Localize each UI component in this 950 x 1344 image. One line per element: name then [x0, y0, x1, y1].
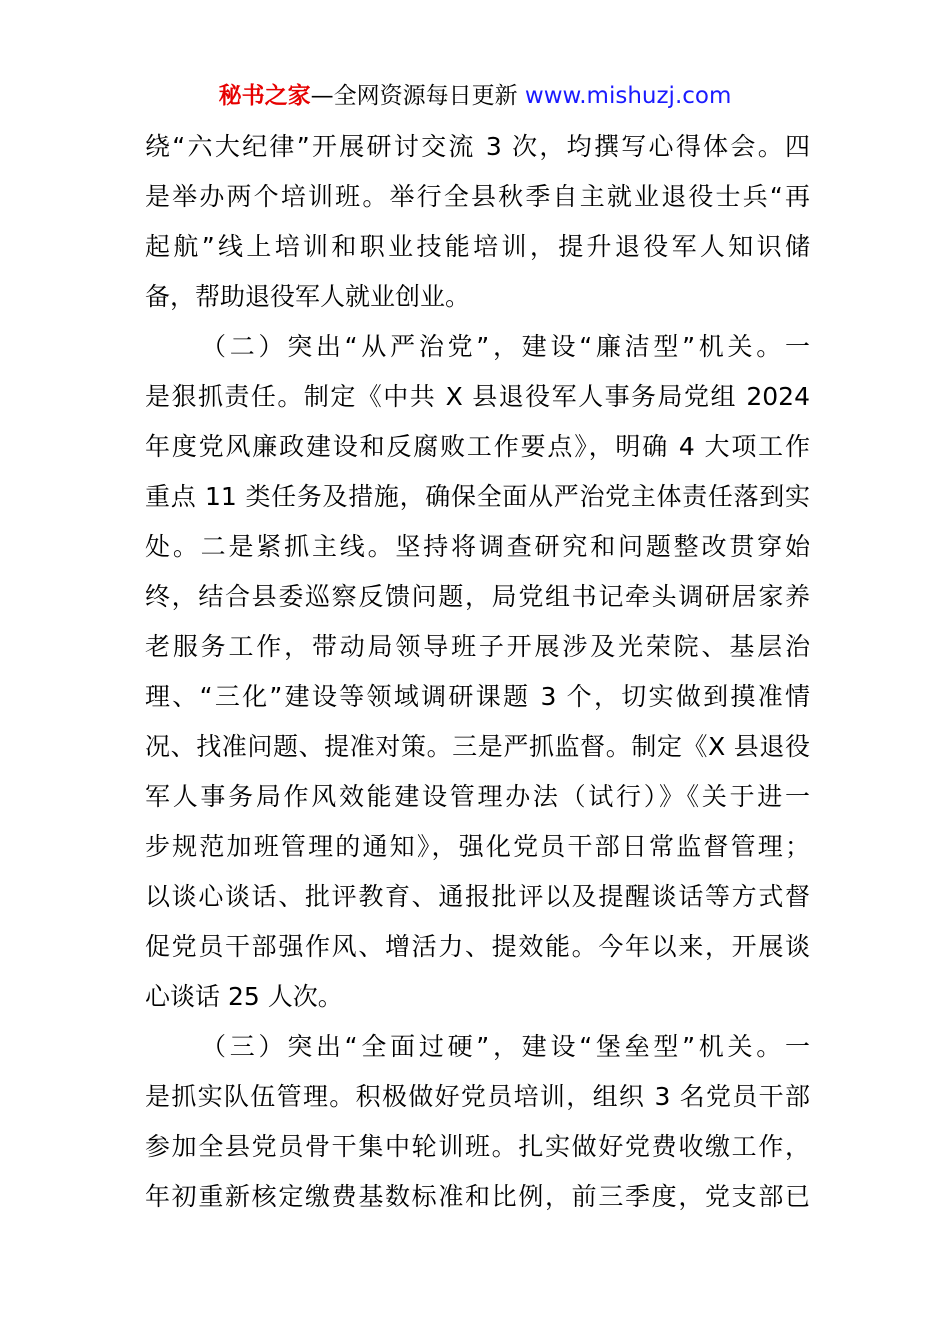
document-body	[145, 122, 810, 1222]
site-tagline: —全网资源每日更新	[310, 83, 518, 109]
paragraph-line: 步规范加班管理的通知》，强化党员干部日常监督管理；	[145, 832, 810, 861]
paragraph-line: 起航”线上培训和职业技能培训，提升退役军人知识储	[145, 232, 810, 261]
section-heading-line: （三）突出“全面过硬”，建设“堡垒型”机关。一	[201, 1032, 810, 1061]
paragraph-line: 促党员干部强作风、增活力、提效能。今年以来，开展谈	[145, 932, 810, 961]
paragraph-line: 年初重新核定缴费基数标准和比例，前三季度，党支部已	[145, 1182, 810, 1211]
paragraph-line: 是举办两个培训班。举行全县秋季自主就业退役士兵“再	[145, 182, 810, 211]
site-brand: 秘书之家	[218, 83, 311, 109]
paragraph-line: 军人事务局作风效能建设管理办法（试行）》《关于进一	[145, 782, 810, 811]
paragraph-line: 况、找准问题、提准对策。三是严抓监督。制定《X 县退役	[145, 732, 810, 761]
paragraph-line: 终，结合县委巡察反馈问题，局党组书记牵头调研居家养	[145, 582, 810, 611]
paragraph-line: 是抓实队伍管理。积极做好党员培训，组织 3 名党员干部	[145, 1082, 810, 1111]
paragraph-line: 是狠抓责任。制定《中共 X 县退役军人事务局党组 2024	[145, 382, 810, 411]
paragraph-line: 参加全县党员骨干集中轮训班。扎实做好党费收缴工作，	[145, 1132, 810, 1161]
paragraph-line: 绕“六大纪律”开展研讨交流 3 次，均撰写心得体会。四	[145, 132, 810, 161]
paragraph-line: 理、“三化”建设等领域调研课题 3 个，切实做到摸准情	[145, 682, 810, 711]
site-header	[0, 80, 950, 112]
paragraph-line: 老服务工作，带动局领导班子开展涉及光荣院、基层治	[145, 632, 810, 661]
paragraph-line: 重点 11 类任务及措施，确保全面从严治党主体责任落到实	[145, 482, 810, 511]
paragraph-line: 以谈心谈话、批评教育、通报批评以及提醒谈话等方式督	[145, 882, 810, 911]
paragraph-line: 备，帮助退役军人就业创业。	[145, 282, 471, 311]
paragraph-line: 年度党风廉政建设和反腐败工作要点》，明确 4 大项工作	[145, 432, 810, 461]
site-url-link[interactable]: www.mishuzj.com	[524, 83, 732, 109]
paragraph-line: 处。二是紧抓主线。坚持将调查研究和问题整改贯穿始	[145, 532, 810, 561]
paragraph-line: 心谈话 25 人次。	[145, 982, 343, 1011]
section-heading-line: （二）突出“从严治党”，建设“廉洁型”机关。一	[201, 332, 810, 361]
